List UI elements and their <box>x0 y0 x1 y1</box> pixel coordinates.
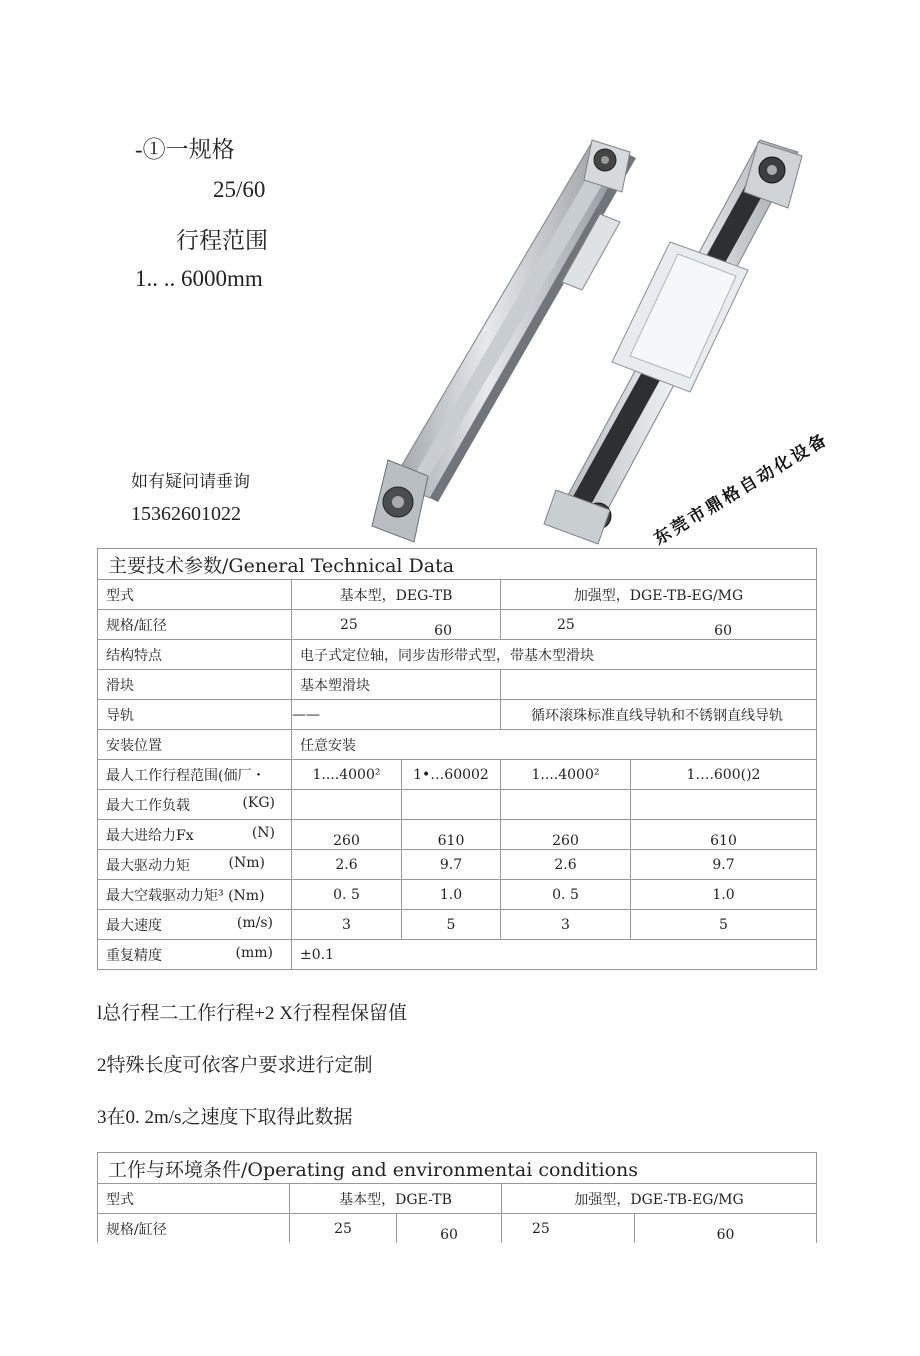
cell: 260 <box>552 832 579 849</box>
table-row <box>98 670 817 700</box>
cell: 60 <box>434 622 452 639</box>
cell: 电子式定位轴，同步齿形带式型，带基木型滑块 <box>292 640 817 670</box>
cell: 5 <box>402 910 501 940</box>
cell: 25 <box>340 616 358 633</box>
row-label: 最大空载驱动力矩³ <box>106 887 224 904</box>
cell: 1.0 <box>631 880 817 910</box>
spec-value: 25/60 <box>213 177 266 202</box>
table-title: 主要技术参数/General Technical Data <box>98 549 817 580</box>
cell: —— <box>292 700 501 730</box>
cell: 加强型，DGE-TB-EG/MG <box>501 580 817 610</box>
spec-label: -①一规格 <box>135 137 235 162</box>
technical-data-table <box>97 548 817 970</box>
cell: 1.0 <box>402 880 501 910</box>
table-row <box>98 610 817 640</box>
row-unit: (KG) <box>242 794 275 811</box>
cell: 25 <box>502 1214 635 1244</box>
cell: 610 <box>710 832 737 849</box>
row-label: 型式 <box>98 580 292 610</box>
cell: 0. 5 <box>292 880 402 910</box>
table-title: 工作与环境条件/Operating and environmentai conditions <box>98 1153 817 1184</box>
cell: 0. 5 <box>501 880 631 910</box>
cell: 1....4000² <box>501 760 631 790</box>
row-unit: (Nm) <box>228 854 265 871</box>
table-row <box>98 820 817 850</box>
table-row <box>98 790 817 820</box>
cell: 9.7 <box>402 850 501 880</box>
row-unit: (N) <box>251 824 275 841</box>
row-label: 最大驱动力矩 <box>106 857 190 874</box>
cell: 3 <box>292 910 402 940</box>
cell: 260 <box>333 832 360 849</box>
contact-label: 如有疑问请垂询 <box>131 472 250 492</box>
row-label: 重复精度 <box>106 947 162 964</box>
row-label: 结构特点 <box>98 640 292 670</box>
row-unit: (mm) <box>235 944 273 961</box>
row-label: 规格/缸径 <box>98 610 292 640</box>
cell: 2.6 <box>501 850 631 880</box>
cell: ±0.1 <box>292 940 817 970</box>
table-row <box>98 760 817 790</box>
footnote-3: 3在0. 2m/s之速度下取得此数据 <box>97 1107 353 1128</box>
cell: 加强型，DGE-TB-EG/MG <box>502 1184 817 1214</box>
cell: 60 <box>714 622 732 639</box>
table-row <box>98 880 817 910</box>
cell: 25 <box>557 616 575 633</box>
row-label: 规格/缸径 <box>98 1214 290 1244</box>
row-label: 最大进给力Fx <box>106 827 194 844</box>
stroke-label: 行程范围 <box>176 228 268 253</box>
cell: 2.6 <box>292 850 402 880</box>
cell: 1....4000² <box>292 760 402 790</box>
row-label: 导轨 <box>98 700 292 730</box>
cell: 基本型，DEG-TB <box>292 580 501 610</box>
phone-number: 15362601022 <box>131 503 241 525</box>
operating-conditions-table <box>97 1152 817 1243</box>
company-watermark: 东莞市鼎格自动化设备 <box>650 429 833 550</box>
footnote-1: l总行程二工作行程+2 X行程程保留值 <box>97 1003 407 1024</box>
table-row <box>98 640 817 670</box>
cell: 610 <box>437 832 465 849</box>
cell: 3 <box>501 910 631 940</box>
cell: 1•…60002 <box>402 760 501 790</box>
row-unit: (m/s) <box>236 914 273 931</box>
cell: 60 <box>440 1226 458 1243</box>
footnote-2: 2特殊长度可依客户要求进行定制 <box>97 1055 373 1076</box>
row-unit: (Nm) <box>228 887 265 904</box>
table-row <box>98 580 817 610</box>
cell: 循环滚珠标准直线导轨和不锈钢直线导轨 <box>501 700 817 730</box>
row-label: 滑块 <box>98 670 292 700</box>
table-row <box>98 700 817 730</box>
table-row <box>98 940 817 970</box>
table-row <box>98 1184 817 1214</box>
table-row <box>98 1214 817 1244</box>
table-row <box>98 910 817 940</box>
cell: 任意安装 <box>292 730 817 760</box>
row-label: 最大工作负载 <box>106 797 190 814</box>
row-label: 最人工作行程范围(価厂・ <box>98 760 292 790</box>
cell: 基本型，DGE-TB <box>290 1184 502 1214</box>
cell: 60 <box>716 1226 735 1243</box>
cell: 基本塑滑块 <box>292 670 501 700</box>
cell: 25 <box>290 1214 397 1244</box>
row-label: 最大速度 <box>106 917 162 934</box>
table-row <box>98 730 817 760</box>
cell: 5 <box>631 910 817 940</box>
row-label: 安装位置 <box>98 730 292 760</box>
stroke-value: 1.. .. 6000mm <box>135 266 263 291</box>
row-label: 型式 <box>98 1184 290 1214</box>
cell: 9.7 <box>631 850 817 880</box>
table-row <box>98 850 817 880</box>
cell: 1….600()2 <box>631 760 817 790</box>
